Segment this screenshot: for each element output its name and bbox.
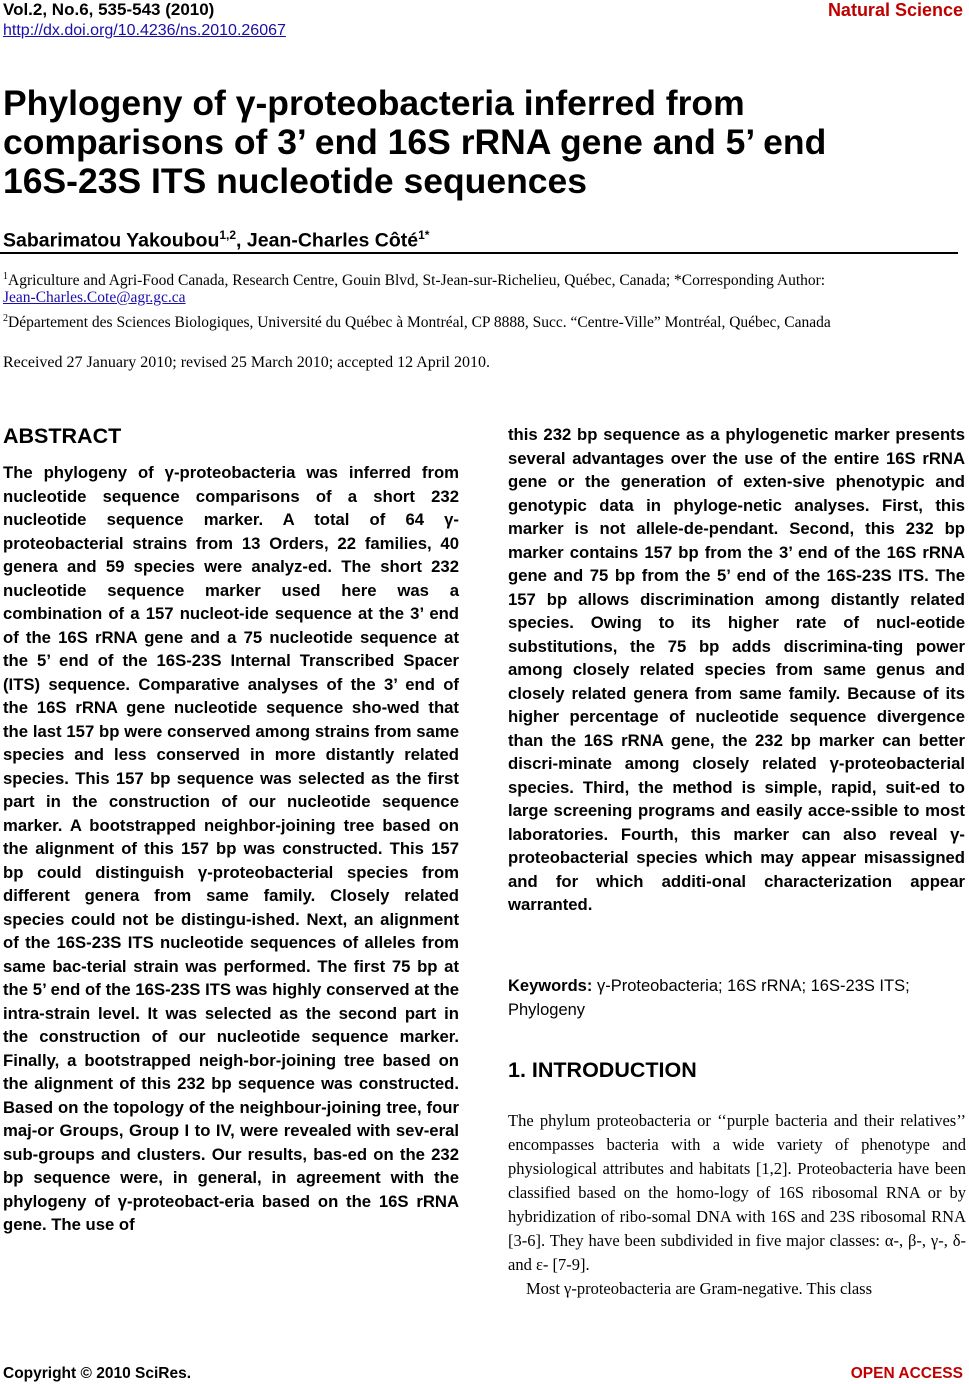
author-separator: ,	[236, 229, 247, 252]
author-affiliation-mark: 1,2	[219, 228, 237, 242]
affiliation-text: Agriculture and Agri-Food Canada, Research Centre, Gouin Blvd, St-Jean-sur-Richelieu, Québec, Canada; *Corresponding Author:	[8, 272, 826, 290]
abstract-text-left: The phylogeny of γ-proteobacteria was inferred from nucleotide sequence comparisons of a short 232 nucleotide sequence marker. A total of 64 γ-proteobacterial strains from 13 Orders, 22 families, 40 genera and 59 species were analyz-ed. The short 232 nucleotide sequence marker used here was a combination of a 157 nucleot-ide sequence at the 3’ end of the 16S rRNA gene and a 75 nucleotide sequence at the 5’ end of the 16S-23S Internal Transcribed Spacer (ITS) sequence. Comparative analyses of the 3’ end of the 16S rRNA gene nucleotide sequence sho-wed that the last 157 bp were conserved among strains from same species and less conserved in more distantly related species. This 157 bp sequence was selected as the first part in the construction of our nucleotide sequence marker. A bootstrapped neighbor-joining tree based on the alignment of this 157 bp was constructed. This 157 bp could distinguish γ-proteobacterial species from different genera from same family. Closely related species could not be distingu-ished. Next, an alignment of the 16S-23S ITS nucleotide sequences of alleles from same bac-terial strain was performed. The first 75 bp at the 5’ end of the 16S-23S ITS was highly conserved at the intra-strain level. It was selected as the second part in the construction of our nucleotide sequence marker. Finally, a bootstrapped neigh-bor-joining tree based on the alignment of this 232 bp sequence was constructed. Based on the topology of the neighbour-joining tree, four maj-or Groups, Group I to IV, were revealed with sev-eral sub-groups and clusters. Our results, bas-ed on the 232 bp sequence were, in general, in agreement with the phylogeny of γ-proteobact-eria based on the 16S rRNA gene. The use of	[3, 463, 459, 1234]
corresponding-email-link[interactable]: Jean-Charles.Cote@agr.gc.ca	[3, 289, 186, 306]
author-name: Sabarimatou Yakoubou	[3, 229, 220, 252]
introduction-body	[508, 1109, 966, 1301]
author-affiliation-mark: 1*	[418, 228, 430, 242]
keywords	[508, 975, 965, 1022]
author-list	[3, 222, 429, 254]
received-dates: Received 27 January 2010; revised 25 March 2010; accepted 12 April 2010.	[3, 354, 490, 371]
title-divider	[0, 252, 958, 254]
affiliation-2	[3, 309, 965, 333]
open-access-label: OPEN ACCESS	[850, 1365, 963, 1382]
citation-info: Vol.2, No.6, 535-543 (2010)	[3, 0, 215, 19]
paragraph: Most γ-proteobacteria are Gram-negative. This class	[526, 1279, 873, 1298]
doi-link[interactable]: http://dx.doi.org/10.4236/ns.2010.26067	[3, 22, 286, 39]
copyright: Copyright © 2010 SciRes.	[3, 1365, 192, 1382]
author-name: Jean-Charles Côté	[246, 229, 419, 252]
affiliation-mark: 1	[3, 271, 8, 282]
abstract-heading: ABSTRACT	[3, 424, 122, 448]
keywords-text: γ-Proteobacteria; 16S rRNA; 16S-23S ITS; Phylogeny	[508, 977, 910, 1019]
introduction-heading: 1. INTRODUCTION	[508, 1058, 697, 1082]
paragraph: The phylum proteobacteria or ‘‘purple bacteria and their relatives’’ encompasses bacteria with a wide variety of phenotype and physiological attributes and habitats [1,2]. Proteobacteria have been classified based on the homo-logy of 16S ribosomal RNA or by hybridization of ribo-somal DNA with 16S and 23S ribosomal RNA [3-6]. They have been subdivided in five major classes: α-, β-, γ-, δ- and ε- [7-9].	[508, 1111, 966, 1274]
affiliation-email-line	[3, 288, 965, 308]
keywords-label: Keywords:	[508, 977, 593, 995]
paper-title: Phylogeny of γ-proteobacteria inferred from comparisons of 3’ end 16S rRNA gene and 5’ end 16S-23S ITS nucleotide sequences	[3, 83, 827, 201]
abstract-text-right: this 232 bp sequence as a phylogenetic marker presents several advantages over the use of the entire 16S rRNA gene or the generation of exten-sive phenotypic and genotypic data in phyloge-netic analyses. First, this marker is not allele-de-pendant. Second, this 232 bp marker contains 157 bp from the 3’ end of the 16S rRNA gene and 75 bp from the 5’ end of the 16S-23S ITS. The 157 bp allows discrimination among distantly related species. Owing to its higher rate of nucl-eotide substitutions, the 75 bp adds discrimina-ting power among closely related species from same genus and closely related genera from same family. Because of its higher percentage of nucleotide sequence divergence than the 16S rRNA gene, the 232 bp marker can better discri-minate among closely related γ-proteobacterial species. Third, the method is simple, rapid, suit-ed to large screening programs and easily acce-ssible to most laboratories. Fourth, this marker can also reveal γ-proteobacterial species which may appear misassigned and for which additi-onal characterization appear warranted.	[508, 425, 965, 914]
journal-name: Natural Science	[827, 0, 963, 20]
affiliation-mark: 2	[3, 313, 8, 324]
affiliation-text: Département des Sciences Biologiques, Université du Québec à Montréal, CP 8888, Succ. “Centre-Ville” Montréal, Québec, Canada	[8, 314, 831, 332]
